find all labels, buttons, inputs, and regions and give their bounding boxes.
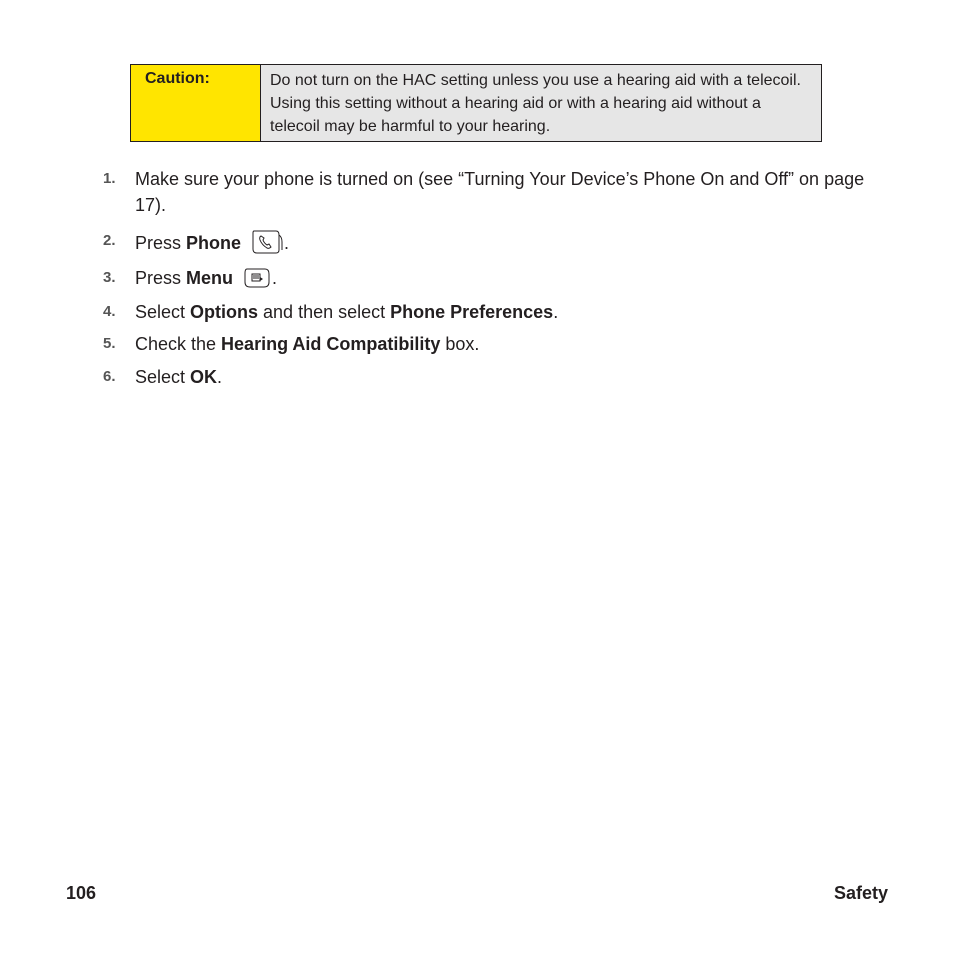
- step-number: 6.: [103, 368, 116, 385]
- step-text-pre: Press: [135, 233, 187, 253]
- step-keyword: OK: [190, 367, 218, 387]
- caution-box: [130, 64, 822, 142]
- step-text-pre: Check the: [135, 334, 222, 354]
- steps-list: [103, 166, 893, 394]
- step-text-pre: Select: [135, 367, 191, 387]
- step-number: 2.: [103, 232, 116, 249]
- step-keyword: Phone: [186, 233, 242, 253]
- step-text-pre: Press: [135, 268, 187, 288]
- step-5: [103, 331, 893, 364]
- step-number: 3.: [103, 269, 116, 286]
- step-keyword: Options: [190, 302, 259, 322]
- section-title: Safety: [833, 883, 888, 903]
- step-6: [103, 364, 893, 394]
- step-text: Make sure your phone is turned on (see “Turning Your Device’s Phone On and Off” on page 17).: [135, 169, 865, 215]
- step-text-post: .: [272, 268, 278, 288]
- page-number: 106: [66, 883, 97, 903]
- step-text-post: .: [553, 302, 559, 322]
- step-2: [103, 228, 893, 265]
- step-text-post: box.: [440, 334, 480, 354]
- step-text-post: .: [284, 233, 290, 253]
- caution-label: Caution:: [131, 65, 261, 141]
- step-number: 5.: [103, 335, 116, 352]
- step-keyword-2: Phone Preferences: [390, 302, 554, 322]
- caution-text: Do not turn on the HAC setting unless you use a hearing aid with a telecoil. Using this setting without a hearing aid or with a hearing aid without a telecoil may be harmful to your hearing.: [261, 65, 821, 141]
- step-keyword: Hearing Aid Compatibility: [221, 334, 441, 354]
- step-number: 1.: [103, 170, 116, 187]
- step-text-post: .: [217, 367, 223, 387]
- step-text-mid: and then select: [258, 302, 391, 322]
- step-4: [103, 299, 893, 331]
- step-3: [103, 265, 893, 299]
- menu-key-icon: [242, 265, 272, 296]
- phone-key-icon: [250, 228, 284, 261]
- step-number: 4.: [103, 303, 116, 320]
- step-text-pre: Select: [135, 302, 191, 322]
- step-keyword: Menu: [186, 268, 234, 288]
- step-1: [103, 166, 893, 228]
